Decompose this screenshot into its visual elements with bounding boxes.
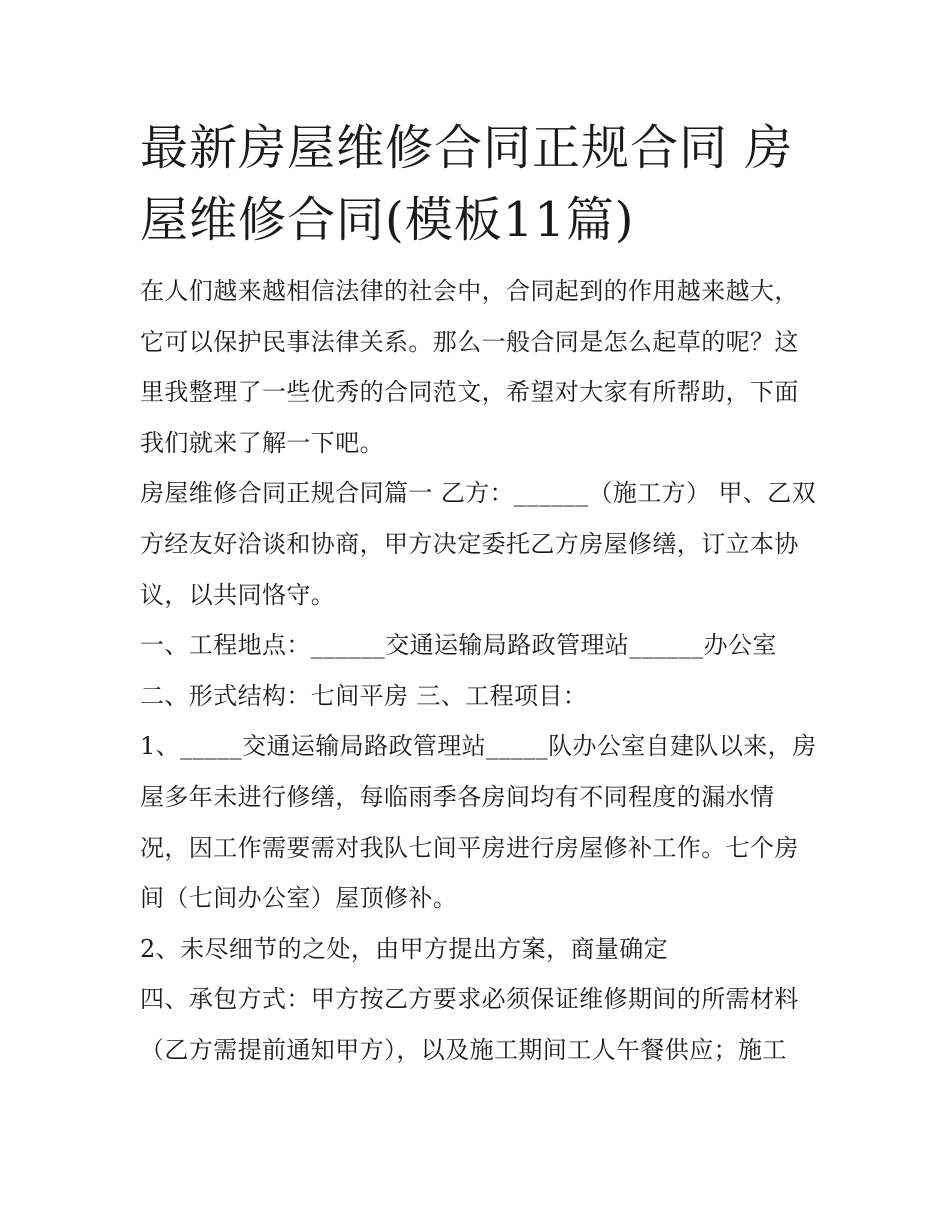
section-structure-paragraph: 二、形式结构：七间平房 三、工程项目： [140, 681, 588, 710]
project-item-1-paragraph: 1、_____交通运输局路政管理站_____队办公室自建队以来，房屋多年未进行修缮，每临雨季各房间均有不同程度的漏水情况，因工作需要需对我队七间平房进行房屋修补工作。七个房间（七间办公室）屋顶修补。 [140, 732, 817, 913]
project-item-2-paragraph: 2、未尽细节的之处，由甲方提出方案，商量确定 [140, 934, 669, 963]
intro-paragraph: 在人们越来越相信法律的社会中，合同起到的作用越来越大，它可以保护民事法律关系。那么一般合同是怎么起草的呢？这里我整理了一些优秀的合同范文，希望对大家有所帮助，下面我们就来了解一下吧。 [140, 277, 799, 457]
contract-preamble-paragraph: 房屋维修合同正规合同篇一 乙方：______（施工方） 甲、乙双方经友好洽谈和协商，甲方决定委托乙方房屋修缮，订立本协议，以共同恪守。 [140, 479, 817, 609]
document-title: 最新房屋维修合同正规合同 房屋维修合同(模板11篇) [140, 120, 794, 248]
section-location-paragraph: 一、工程地点：______交通运输局路政管理站______办公室 [140, 631, 777, 660]
document-page [140, 112, 820, 1076]
section-contract-method-paragraph: 四、承包方式：甲方按乙方要求必须保证维修期间的所需材料（乙方需提前通知甲方），以及施工期间工人午餐供应；施工 [140, 985, 799, 1064]
